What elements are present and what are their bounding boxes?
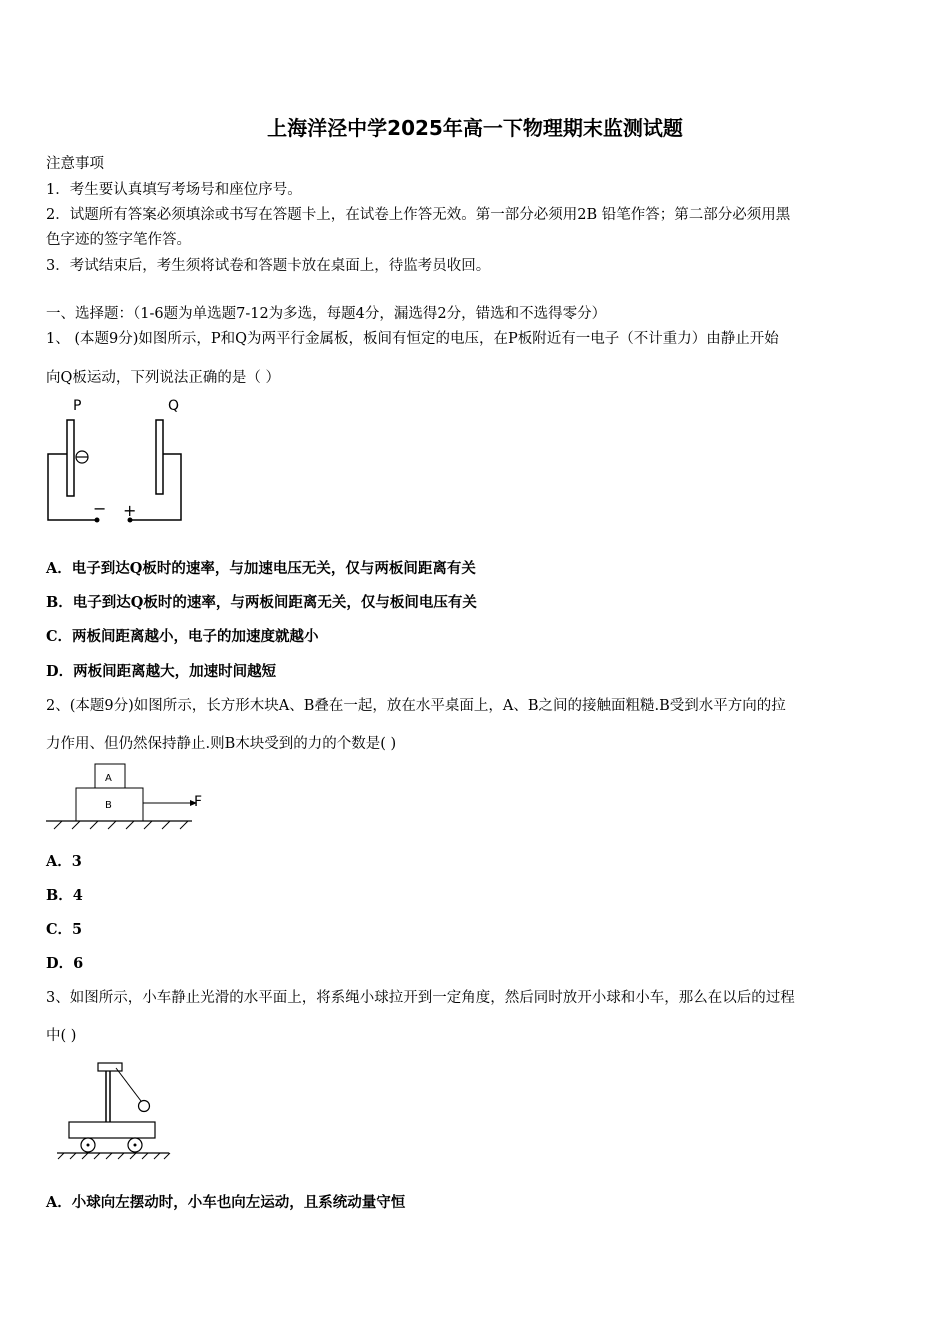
question-1-option: C．两板间距离越小，电子的加速度就越小: [46, 628, 319, 645]
question-2-option: A．3: [46, 853, 82, 870]
question-1-stem: 1、 (本题9分)如图所示，P和Q为两平行金属板，板间有恒定的电压，在P板附近有一电子（不计重力）由静止开始: [46, 331, 779, 347]
notice-item: 3．考试结束后，考生须将试卷和答题卡放在桌面上，待监考员收回。: [46, 258, 491, 274]
question-2-stem: 2、(本题9分)如图所示，长方形木块A、B叠在一起，放在水平桌面上，A、B之间的接触面粗糙.B受到水平方向的拉: [46, 698, 786, 714]
blocks-figure: [44, 760, 214, 832]
notice-item: 1．考生要认真填写考场号和座位序号。: [46, 182, 302, 198]
question-3-stem: 中( ): [46, 1028, 77, 1044]
question-1-option: A．电子到达Q板时的速率，与加速电压无关，仅与两板间距离有关: [46, 560, 476, 577]
cart-body: [69, 1122, 155, 1138]
question-1-stem: 向Q板运动，下列说法正确的是（ ）: [46, 370, 280, 386]
question-2-option: D．6: [46, 955, 84, 972]
plate-p-label: P: [73, 398, 82, 414]
question-1-option: D．两板间距离越大，加速时间越短: [46, 663, 277, 680]
cart-pendulum-figure: [54, 1058, 174, 1163]
question-1-option: B．电子到达Q板时的速率，与两板间距离无关，仅与板间电压有关: [46, 594, 477, 611]
notice-item: 2．试题所有答案必须填涂或书写在答题卡上，在试卷上作答无效。第一部分必须用2B 铅笔作答；第二部分必须用黑: [46, 207, 791, 223]
minus-terminal: −: [93, 499, 107, 518]
question-2-option: B．4: [46, 887, 83, 904]
question-3-option: A．小球向左摆动时，小车也向左运动，且系统动量守恒: [46, 1194, 406, 1211]
notice-heading: 注意事项: [46, 156, 104, 172]
plus-terminal: +: [123, 501, 137, 520]
question-2-option: C．5: [46, 921, 83, 938]
page-title: 上海洋泾中学2025年高一下物理期末监测试题: [267, 116, 683, 140]
plate-q-label: Q: [168, 398, 180, 414]
post-cap: [98, 1063, 122, 1071]
pendulum-string: [116, 1068, 141, 1101]
force-label: F: [194, 794, 203, 810]
section-heading: 一、选择题：（1-6题为单选题7-12为多选，每题4分，漏选得2分，错选和不选得零分）: [46, 306, 607, 322]
pendulum-ball: [139, 1101, 150, 1112]
block-b-label: B: [105, 800, 112, 811]
plate-q: [156, 420, 163, 494]
capacitor-figure: [40, 392, 190, 527]
plate-p: [67, 420, 74, 496]
question-2-stem: 力作用、但仍然保持静止.则B木块受到的力的个数是( ): [46, 736, 397, 752]
question-3-stem: 3、如图所示，小车静止光滑的水平面上，将系绳小球拉开到一定角度，然后同时放开小球和小车，那么在以后的过程: [46, 990, 795, 1006]
block-a-label: A: [105, 773, 112, 784]
notice-item: 色字迹的签字笔作答。: [46, 232, 191, 248]
